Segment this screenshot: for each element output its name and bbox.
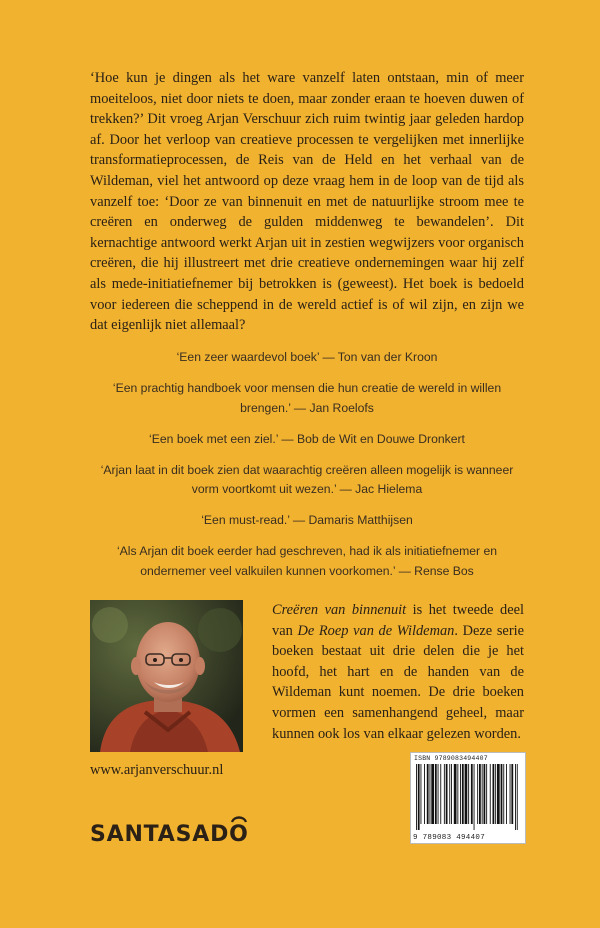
book-title: Creëren van binnenuit — [272, 602, 407, 618]
barcode-bar — [438, 764, 439, 824]
review-quotes — [90, 348, 524, 593]
series-text-2: . Deze serie boeken bestaat uit drie delen die je het hoofd, het hart en de handen van de Wildeman kunt noemen. De drie boeken vormen een samenhangend geheel, maar kunnen ook los van elkaar gelezen worden. — [272, 622, 524, 742]
review-quote: ‘Een zeer waardevol boek’ — Ton van der Kroon — [176, 350, 438, 364]
barcode-bar — [435, 764, 437, 824]
barcode-bar — [430, 764, 431, 824]
barcode-bar — [486, 764, 487, 824]
barcode-bar — [460, 764, 461, 824]
review-quote: ‘Een boek met een ziel.’ — Bob de Wit en Douwe Dronkert — [149, 431, 465, 446]
review-quote: ‘Arjan laat in dit boek zien dat waarachtig creëren alleen mogelijk is wanneer vorm voortkomt uit wezen.’ — Jac Hielema — [100, 462, 514, 496]
publisher-letter: O — [229, 822, 249, 847]
barcode-bar — [510, 764, 511, 824]
barcode-bar — [449, 764, 450, 824]
barcode-bar — [444, 764, 445, 824]
barcode-bar — [471, 764, 473, 824]
series-description — [272, 600, 524, 744]
series-text-1: is het tweede deel van — [272, 602, 524, 639]
barcode-bar — [506, 764, 507, 824]
barcode-bar — [479, 764, 481, 824]
barcode-bar — [431, 764, 434, 824]
author-portrait-image — [90, 600, 243, 752]
barcode-bar — [511, 764, 513, 824]
author-photo — [90, 600, 243, 752]
barcode-bar — [462, 764, 464, 824]
publisher-logo — [90, 822, 249, 847]
publisher-o — [229, 822, 249, 847]
barcode-bar — [497, 764, 500, 824]
barcode-bar — [427, 764, 429, 824]
isbn-label: ISBN 9789083494407 — [414, 755, 488, 762]
barcode-bar — [484, 764, 486, 824]
barcode-bar — [446, 764, 448, 824]
review-quote: ‘Als Arjan dit boek eerder had geschreven, had ik als initiatiefnemer en ondernemer veel valkuilen kunnen voorkomen.’ — Rense Bos — [116, 544, 498, 578]
barcode-bar — [457, 764, 458, 824]
barcode-bar — [416, 764, 417, 830]
barcode-bar — [421, 764, 422, 824]
isbn-barcode — [410, 752, 526, 844]
barcode-bar — [493, 764, 495, 824]
barcode-bar — [418, 764, 420, 830]
series-name: De Roep van de Wildeman — [297, 622, 455, 639]
barcode-bar — [474, 764, 475, 830]
barcode-bar — [490, 764, 491, 824]
barcode-digits: 9 789083 494407 — [413, 834, 486, 842]
barcode-bar — [440, 764, 441, 824]
crown-icon — [231, 815, 247, 823]
barcode-bar — [501, 764, 503, 824]
barcode-bar — [477, 764, 478, 824]
barcode-bar — [454, 764, 457, 824]
barcode-bar — [503, 764, 504, 824]
barcode-bar — [495, 764, 496, 824]
review-quote: ‘Een prachtig handboek voor mensen die hun creatie de wereld in willen brengen.’ — Jan Roelofs — [112, 381, 502, 415]
barcode-bar — [424, 764, 425, 824]
barcode-bar — [515, 764, 516, 830]
author-website[interactable]: www.arjanverschuur.nl — [90, 762, 224, 778]
publisher-name: SANTASAD — [90, 822, 230, 847]
back-cover-blurb: ‘Hoe kun je dingen als het ware vanzelf laten ontstaan, min of meer moeiteloos, niet door niets te doen, maar zonder eraan te hoeven duwen of trekken?’ Dit vroeg Arjan Verschuur zich ruim twintig jaar geleden hardop af. Door het verloop van creatieve processen te vergelijken met innerlijke transformatieprocessen, de Reis van de Held en het verhaal van de Wildeman, viel het antwoord op deze vraag hem in de loop van de tijd als vanzelf toe: ‘Door ze van binnenuit en met de natuurlijke stroom mee te creëren en onderweg de gulden middenweg te bewandelen’. Dit kernachtige antwoord werkt Arjan uit in zestien wegwijzers voor organisch creëren, die hij illustreert met drie creatieve ondernemingen waar hij zelf als mede-initiatiefnemer bij betrokken is (geweest). Het boek is bedoeld voor iedereen die scheppend in de wereld actief is of wil zijn, en zijn we dat eigenlijk niet allemaal? — [90, 70, 524, 334]
barcode-bar — [451, 764, 452, 824]
barcode-bar — [468, 764, 469, 824]
barcode-bar — [482, 764, 483, 824]
barcode-bars — [415, 764, 521, 830]
review-quote: ‘Een must-read.’ — Damaris Matthijsen — [201, 513, 413, 527]
barcode-bar — [517, 764, 518, 830]
barcode-bar — [465, 764, 468, 824]
